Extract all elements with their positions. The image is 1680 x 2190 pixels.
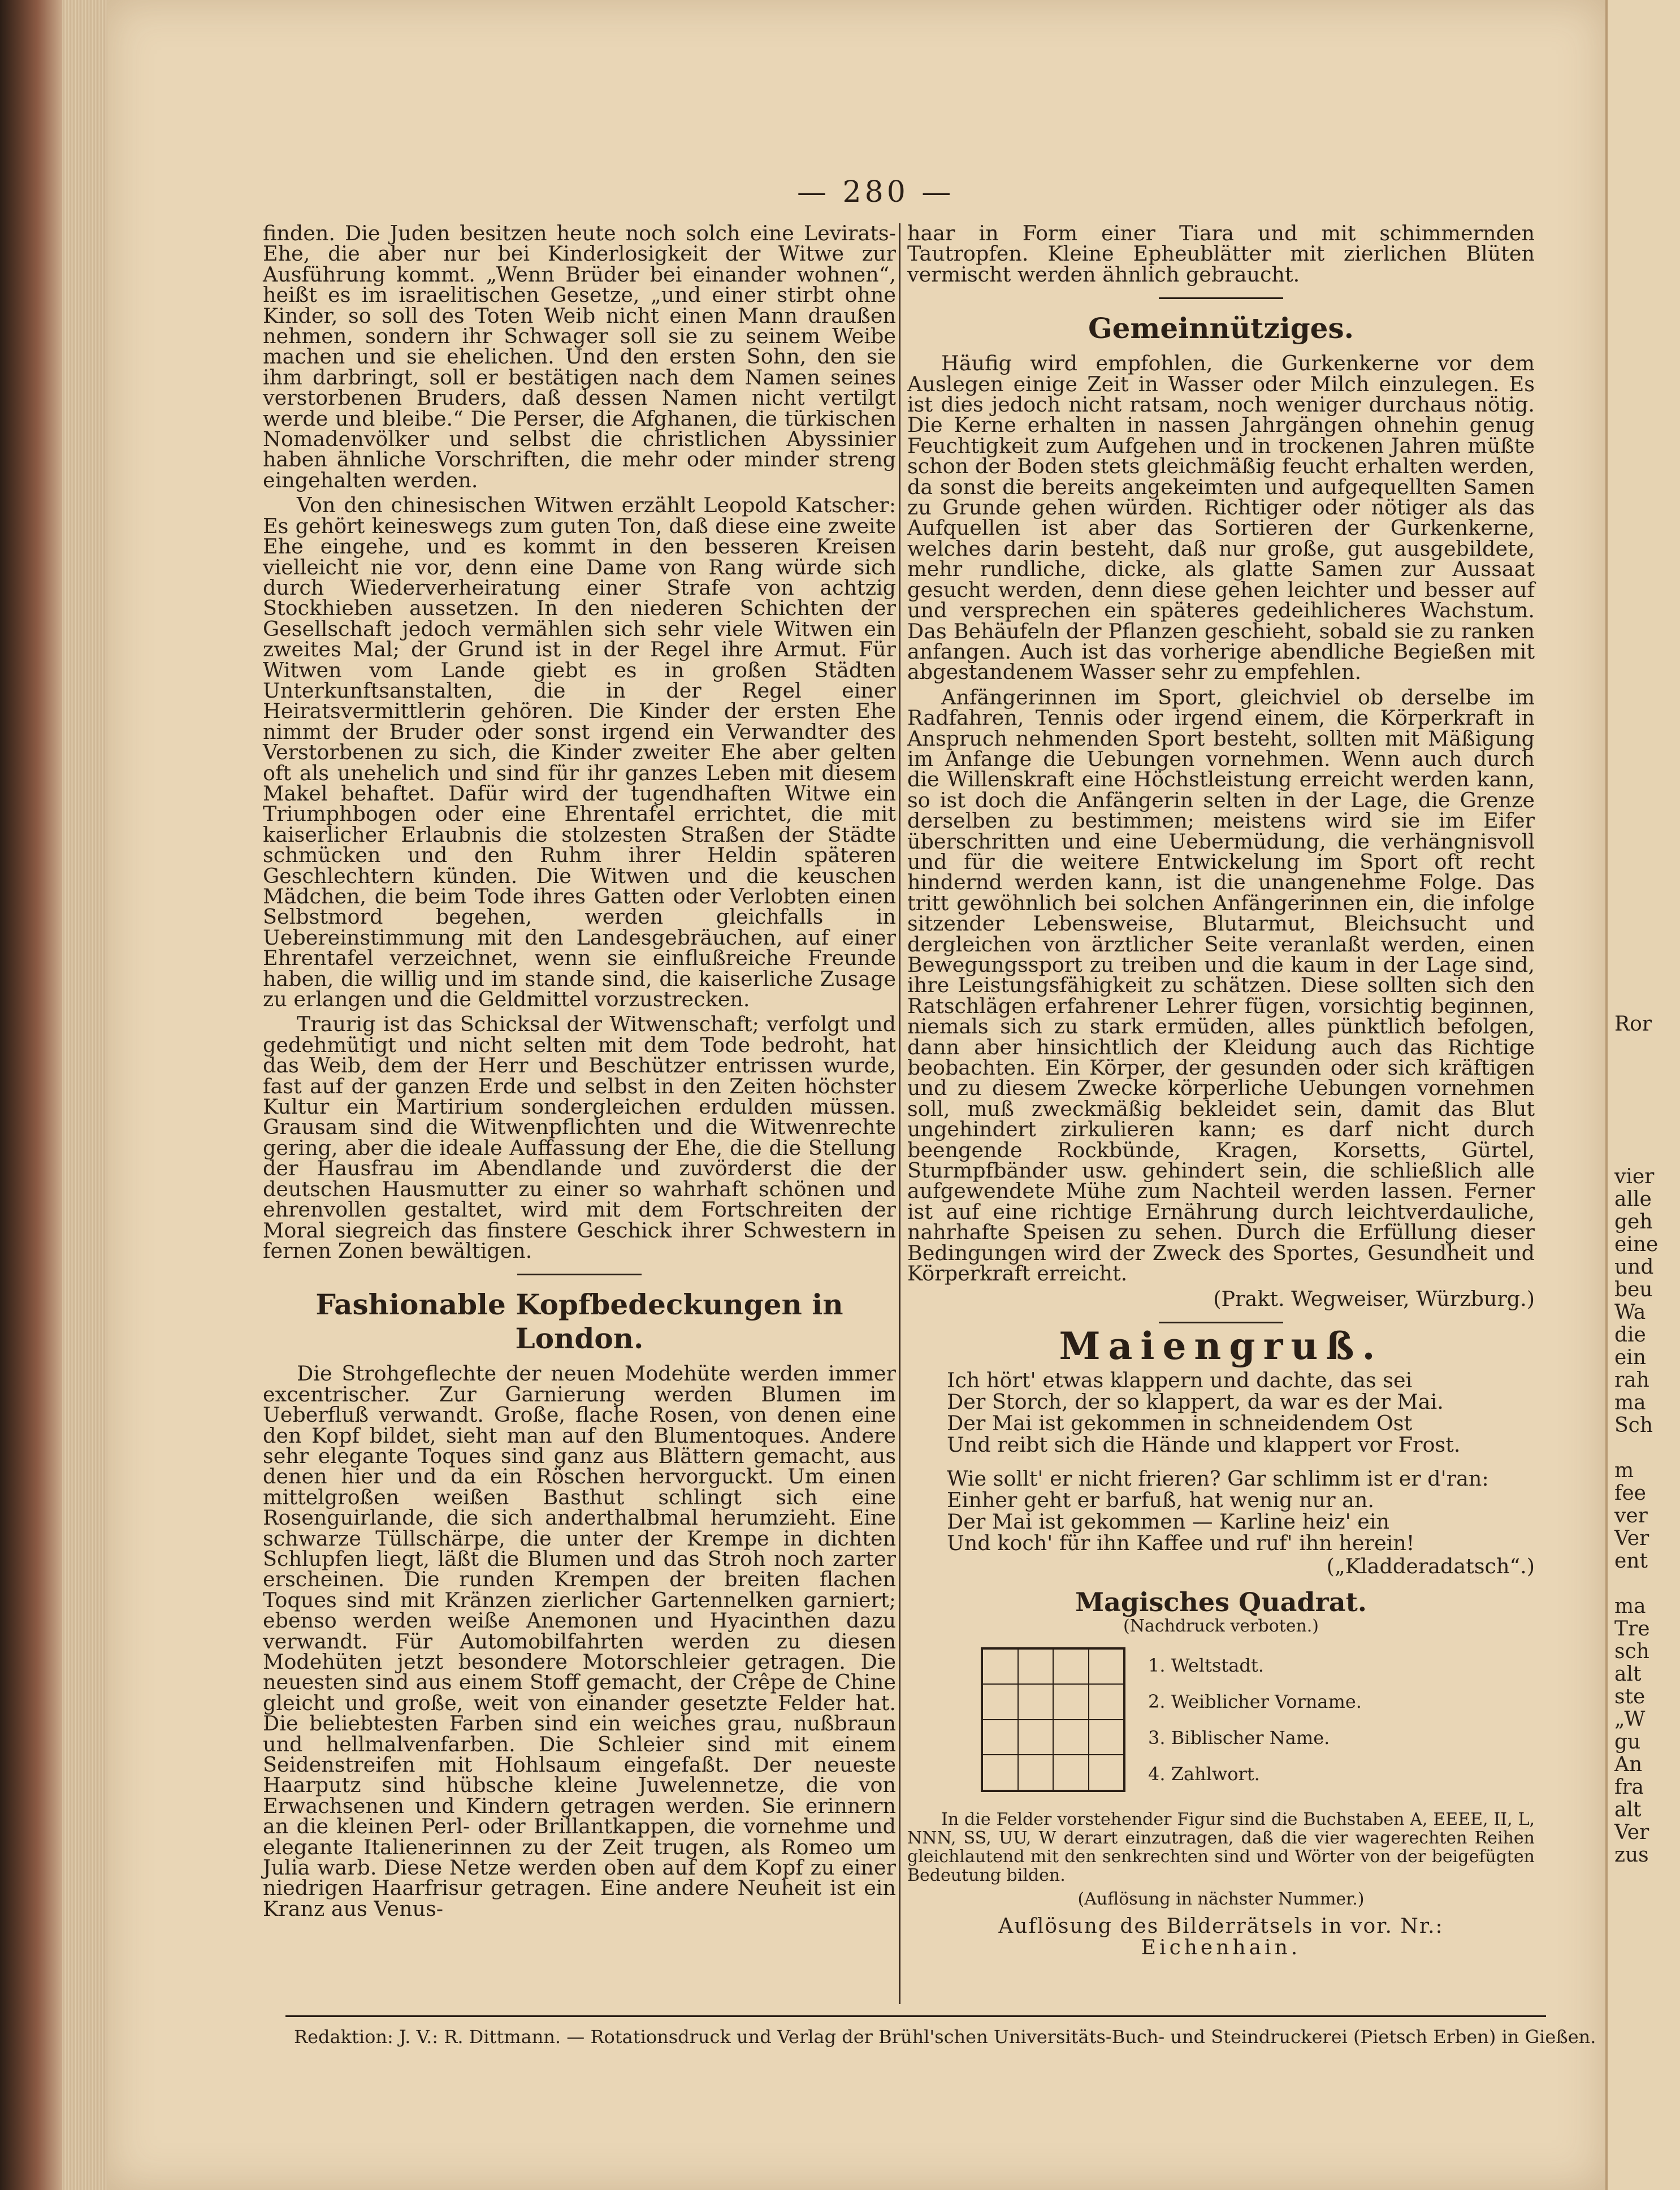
fashion-article-title: Fashionable Kopfbedeckungen in London.	[315, 1288, 843, 1356]
poem-title: Maiengruß.	[1059, 1323, 1383, 1368]
article-paragraph: finden. Die Juden besitzen heute noch solch eine Levirats-Ehe, die aber nur bei Kinderlosigkeit der Witwe zur Ausführung kommt. „Wenn Brüder bei einander wohnen“, heißt es im israelitischen Gesetze, „und einer stirbt ohne Kinder, so soll des Toten Weib nicht einen Mann draußen nehmen, sondern ihr Schwager soll sie zu seinem Weibe machen und sie ehelichen. Und den ersten Sohn, den sie ihm darbringt, soll er bestätigen nach dem Namen seines verstorbenen Bruders, daß dessen Namen nicht vertilgt werde und bleibe.“ Die Perser, die Afghanen, die türkischen Nomadenvölker und selbst die christlichen Abyssinier haben ähnliche Vorschriften, die mehr oder minder streng eingehalten werden.	[263, 221, 896, 492]
adjacent-page-text: ste	[1614, 1685, 1646, 1708]
adjacent-page-text: die	[1614, 1323, 1646, 1347]
section-divider	[517, 1274, 642, 1275]
adjacent-page-text: „W	[1614, 1708, 1646, 1731]
useful-paragraph: Häufig wird empfohlen, die Gurkenkerne vor dem Auslegen einige Zeit in Wasser oder Milch einzulegen. Es ist dies jedoch nicht ratsam, noch weniger durchaus nötig. Die Kerne erhalten in nassen Jahrgängen ohnehin genug Feuchtigkeit zum Aufgehen und in trockenen Jahren müßte schon der Boden stets gleichmäßig feucht erhalten werden, da sonst die bereits angekeimten und aufgequellten Samen zu Grunde gehen würden. Richtiger oder nötiger als das Aufquellen ist aber das Sortieren der Gurkenkerne, welches darin besteht, daß nur große, gut ausgebildete, mehr rundliche, dicke, als glatte Samen zur Aussaat gesucht werden, denn diese gehen leichter und besser auf und versprechen ein späteres gedeihlicheres Wachstum. Das Behäufeln der Pflanzen geschieht, sobald sie zu ranken anfangen. Auch ist das vorherige abendliche Begießen mit abgestandenem Wasser sehr zu empfehlen.	[907, 351, 1535, 685]
book-spine	[0, 0, 62, 2190]
useful-paragraph: Anfängerinnen im Sport, gleichviel ob derselbe im Radfahren, Tennis oder irgend einem, die Körperkraft in Anspruch nehmenden Sport besteht, sollten mit Mäßigung im Anfange die Uebungen vornehmen. Wenn auch durch die Willenskraft eine Höchstleistung erreicht werden kann, so ist doch die Anfängerin selten in der Lage, die Grenze derselben zu bestimmen; meistens wird sie im Eifer überschritten und eine Uebermüdung, die verhängnisvoll und für die weitere Entwickelung im Sport oft recht hindernd werden kann, ist die unangenehme Folge. Das tritt gewöhnlich bei solchen Anfängerinnen ein, die infolge sitzender Lebensweise, Blutarmut, Bleichsucht und dergleichen von ärztlicher Seite veranlaßt werden, einen Bewegungssport zu treiben und die kaum in der Lage sind, ihre Leistungsfähigkeit zu schätzen. Diese sollten sich den Ratschlägen erfahrener Lehrer fügen, vorsichtig beginnen, niemals sich zu stark ermüden, alles pünktlich befolgen, dann aber hinsichtlich der Kleidung auch das Richtige beobachten. Ein Körper, der gesunden oder sich kräftigen und zu diesem Zwecke körperliche Uebungen vornehmen soll, muß zweckmäßig bekleidet sein, damit das Blut ungehindert zirkulieren kann; es darf nicht durch beengende Rockbünde, Kragen, Korsetts, Gürtel, Sturmpfbänder usw. gehindert sein, die schließlich alle aufgewendete Mühe zum Nachteil werden lassen. Ferner ist auf eine richtige Ernährung durch leichtverdauliche, nahrhafte Speisen zu sehen. Durch die Erfüllung dieser Bedingungen wird der Zweck des Sportes, Gesundheit und Körperkraft erreicht.	[907, 685, 1535, 1286]
adjacent-page-text: Ver	[1614, 1527, 1649, 1550]
adjacent-page-text: alt	[1614, 1663, 1642, 1686]
adjacent-page-text: fra	[1614, 1776, 1644, 1799]
adjacent-page-text: alle	[1614, 1188, 1652, 1211]
puzzle-title: Magisches Quadrat.	[1075, 1586, 1367, 1617]
adjacent-page-text: eine	[1614, 1233, 1659, 1256]
adjacent-page-text: alt	[1614, 1798, 1642, 1821]
adjacent-page-text: An	[1614, 1753, 1643, 1776]
column-divider	[899, 223, 900, 2004]
adjacent-page-text: Ver	[1614, 1821, 1649, 1844]
useful-source: (Prakt. Wegweiser, Würzburg.)	[1213, 1286, 1535, 1311]
adjacent-page-text: Sch	[1614, 1414, 1653, 1437]
adjacent-page-text: beu	[1614, 1278, 1653, 1301]
page-number: — 280 —	[797, 175, 955, 209]
adjacent-page-text: und	[1614, 1256, 1654, 1279]
adjacent-page-text: geh	[1614, 1210, 1653, 1234]
adjacent-page-text: vier	[1614, 1165, 1655, 1188]
poem-line: Ich hört' etwas klappern und dachte, das sei	[947, 1368, 1413, 1393]
puzzle-answer-hint: (Auflösung in nächster Nummer.)	[1077, 1889, 1365, 1909]
poem-line: Einher geht er barfuß, hat wenig nur an.	[947, 1488, 1375, 1513]
adjacent-page-text: ein	[1614, 1346, 1647, 1369]
adjacent-page-text: sch	[1614, 1640, 1649, 1663]
useful-section-title: Gemeinnütziges.	[1088, 311, 1354, 345]
adjacent-page-text: ma	[1614, 1595, 1646, 1618]
adjacent-page-text: Ror	[1614, 1012, 1652, 1036]
section-divider	[1159, 297, 1283, 299]
puzzle-clue: 4. Zahlwort.	[1148, 1763, 1260, 1785]
poem-line: Der Mai ist gekommen in schneidendem Ost	[947, 1411, 1413, 1436]
puzzle-clues	[1148, 1647, 1362, 1806]
magic-square-grid	[981, 1647, 1125, 1792]
adjacent-page-text: Wa	[1614, 1301, 1646, 1324]
adjacent-page-text: ma	[1614, 1391, 1646, 1414]
poem-line: Und koch' für ihn Kaffee und ruf' ihn herein!	[947, 1531, 1415, 1556]
footer-rule	[285, 2015, 1546, 2017]
section-divider	[1159, 1322, 1283, 1323]
magic-square-puzzle	[981, 1647, 1535, 1806]
poem-line: Der Mai ist gekommen — Karline heiz' ein	[947, 1509, 1390, 1534]
right-column	[907, 223, 1535, 1959]
poem-source: („Kladderadatsch“.)	[1326, 1554, 1535, 1579]
puzzle-clue: 3. Biblischer Name.	[1148, 1726, 1330, 1748]
adjacent-page-text: m	[1614, 1459, 1634, 1482]
adjacent-page-text: Tre	[1614, 1617, 1650, 1641]
adjacent-page-text: gu	[1614, 1730, 1641, 1754]
poem-line: Der Storch, der so klappert, da war es der Mai.	[947, 1390, 1444, 1414]
fashion-article-paragraph: Die Strohgeflechte der neuen Modehüte werden immer excentrischer. Zur Garnierung werden Blumen im Ueberfluß verwandt. Große, flache Rosen, von denen eine den Kopf bildet, sieht man auf den Blumentoques. Andere sehr elegante Toques sind ganz aus Blättern gemacht, aus denen hier und da ein Röschen hervorguckt. Um einen mittelgroßen weißen Basthut schlingt sich eine Rosenguirlande, die sich anderthalbmal herumzieht. Eine schwarze Tüllschärpe, die unter der Krempe in dichten Schlupfen liegt, läßt die Blumen und das Stroh noch zarter erscheinen. Die runden Krempen der breiten flachen Toques sind mit Kränzen zierlicher Gartennelken garniert; ebenso werden weiße Anemonen und Hyacinthen dazu verwandt. Für Automobilfahrten werden zu diesen Modehüten jetzt besondere Motorschleier getragen. Die neuesten sind aus einem Stoff gemacht, der Crêpe de Chine gleicht und große, weit von einander gesetzte Felder hat. Die beliebtesten Farben sind ein weiches grau, nußbraun und hellmalvenfarben. Die Schleier sind mit einem Seidenstreifen mit Hohlsaum eingefaßt. Der neueste Haarputz sind hübsche kleine Juwelennetze, die von Erwachsenen und Kindern getragen werden. Sie erinnern an die kleinen Perl- oder Brillantkappen, die vornehme und elegante Italienerinnen zu der Zeit trugen, als Romeo um Julia warb. Diese Netze werden oben auf dem Kopf zu einer niedrigen Haarfrisur getragen. Eine andere Neuheit ist ein Kranz aus Venus-	[263, 1361, 896, 1921]
continuation-paragraph: haar in Form einer Tiara und mit schimmernden Tautropfen. Kleine Epheublätter mit zierlichen Blüten vermischt werden ähnlich gebraucht.	[907, 221, 1535, 287]
poem-line: Wie sollt' er nicht frieren? Gar schlimm ist er d'ran:	[947, 1466, 1489, 1491]
puzzle-note: (Nachdruck verboten.)	[1123, 1616, 1319, 1636]
article-paragraph: Traurig ist das Schicksal der Witwenschaft; verfolgt und gedehmütigt und nicht selten mit dem Tode bedroht, hat das Weib, dem der Herr und Beschützer entrissen wurde, fast auf der ganzen Erde und selbst in den Zeiten höchster Kultur ein Martirium sondergleichen erdulden müssen. Grausam sind die Witwenpflichten und die Witwenrechte gering, aber die ideale Auffassung der Ehe, die die Stellung der Hausfrau im Abendlande und zuvörderst die der deutschen Hausmutter zu einer so wahrhaft schönen und ehrenvollen gestaltet, wird mit dem Fortschreiten der Moral siegreich das finstere Geschick ihrer Schwestern in fernen Zonen bewältigen.	[263, 1012, 896, 1263]
adjacent-page-text: ent	[1614, 1550, 1648, 1573]
puzzle-instructions: In die Felder vorstehender Figur sind die Buchstaben A, EEEE, II, L, NNN, SS, UU, W derart einzutragen, daß die vier wagerechten Reihen gleichlautend mit den senkrechten sind und Wörter von der beigefügten Bedeutung bilden.	[907, 1809, 1535, 1885]
imprint-footer: Redaktion: J. V.: R. Dittmann. — Rotationsdruck und Verlag der Brühl'schen Universitäts-Buch- und Steindruckerei (Pietsch Erben) in Gießen.	[294, 2026, 1596, 2048]
solution-text: Eichenhain.	[1141, 1936, 1301, 1960]
adjacent-page-text: rah	[1614, 1369, 1649, 1392]
adjacent-page-text: ver	[1614, 1504, 1648, 1527]
adjacent-page-text: zus	[1614, 1843, 1649, 1867]
solution-label: Auflösung des Bilderrätsels in vor. Nr.:	[998, 1915, 1444, 1938]
article-paragraph: Von den chinesischen Witwen erzählt Leopold Katscher: Es gehört keineswegs zum guten Ton, daß diese eine zweite Ehe eingehe, und es kommt in den besseren Kreisen vielleicht nie vor, denn eine Dame von Rang würde sich durch Wiederverheiratung einer Strafe von achtzig Stockhieben aussetzen. In den niederen Schichten der Gesellschaft jedoch vermählen sich sehr viele Witwen ein zweites Mal; der Grund ist in der Regel ihre Armut. Für Witwen vom Lande giebt es in großen Städten Unterkunftsanstalten, die in der Regel einer Heiratsvermittlerin gehören. Die Kinder der ersten Ehe nimmt der Bruder oder sonst irgend ein Verwandter des Verstorbenen zu sich, die Kinder zweiter Ehe aber gelten oft als unehelich und sind für ihr ganzes Leben mit diesem Makel behaftet. Dafür wird der tugendhaften Witwe ein Triumphbogen oder eine Ehrentafel errichtet, die mit kaiserlicher Erlaubnis die stolzesten Straßen der Städte schmücken und den Ruhm ihrer Heldin späteren Geschlechtern künden. Die Witwen und die keuschen Mädchen, die beim Tode ihres Gatten oder Verlobten einen Selbstmord begehen, werden gleichfalls in Uebereinstimmung mit den Landesgebräuchen, auf einer Ehrentafel verzeichnet, wenn sie einflußreiche Freunde haben, die willig und im stande sind, die kaiserliche Zusage zu erlangen und die Geldmittel vorzustrecken.	[263, 493, 896, 1012]
left-column	[263, 223, 896, 1924]
puzzle-clue: 2. Weiblicher Vorname.	[1148, 1690, 1362, 1712]
page-edges	[62, 0, 107, 2190]
adjacent-page-text: fee	[1614, 1482, 1646, 1505]
adjacent-page-fragment	[1605, 0, 1680, 2190]
poem-line: Und reibt sich die Hände und klappert vor Frost.	[947, 1432, 1461, 1457]
puzzle-clue: 1. Weltstadt.	[1148, 1654, 1264, 1676]
